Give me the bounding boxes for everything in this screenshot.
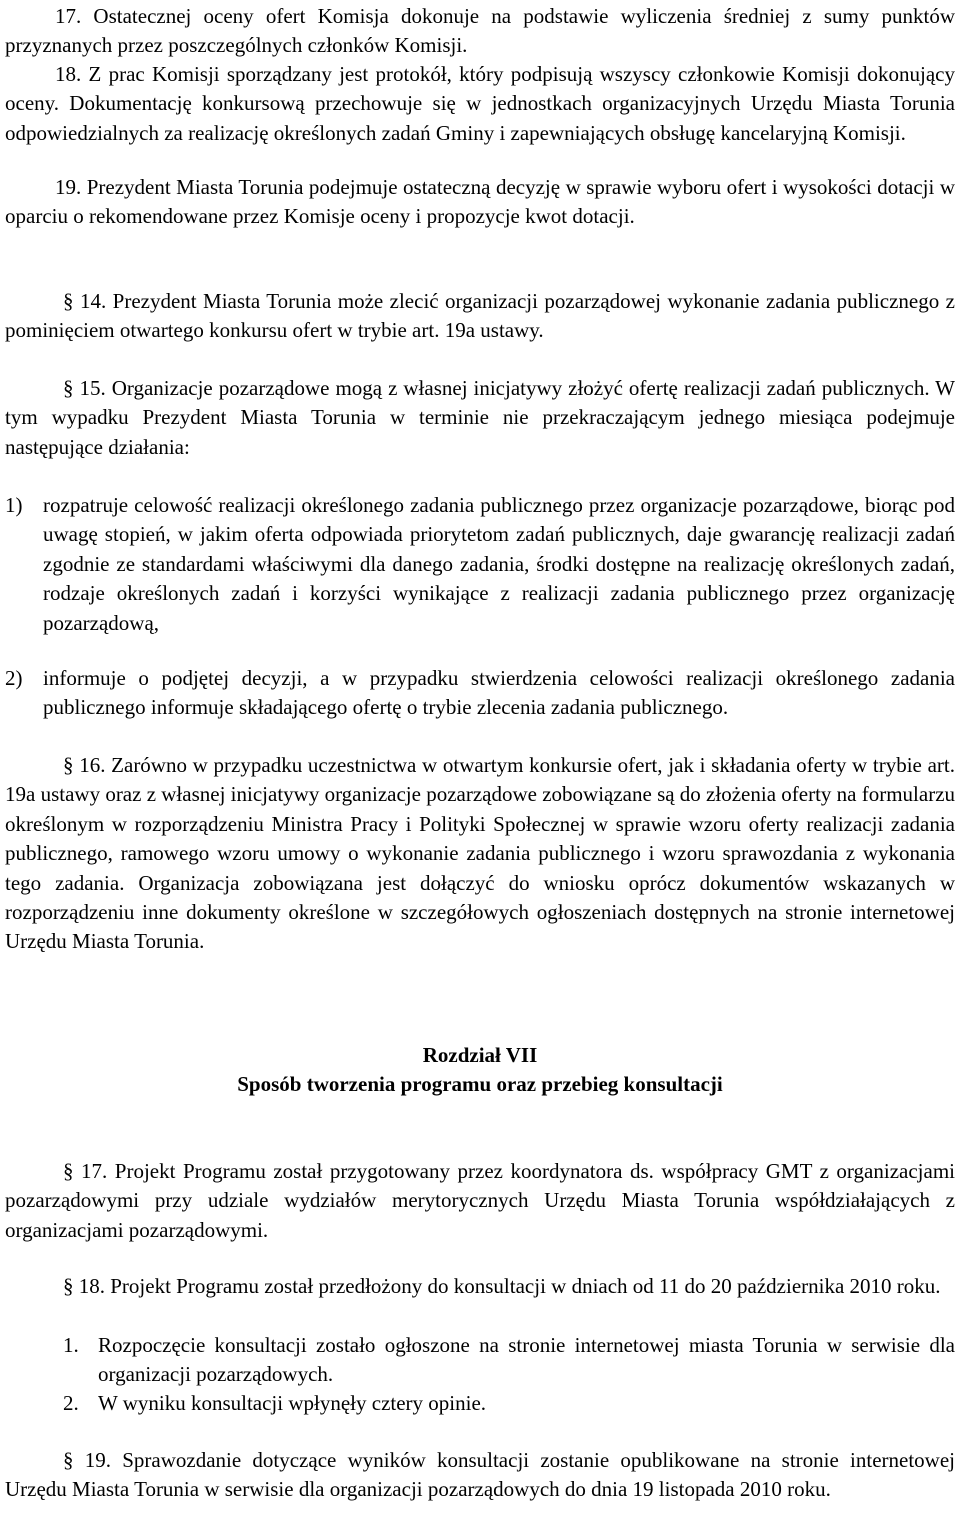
paragraph-19: 19. Prezydent Miasta Torunia podejmuje ostateczną decyzję w sprawie wyboru ofert i wysokości dotacji w oparciu o rekomendowane przez Komisje oceny i propozycje kwot dotacji.	[5, 175, 955, 229]
list-item-text: rozpatruje celowość realizacji określonego zadania publicznego przez organizacje pozarządowe, biorąc pod uwagę stopień, w jakim oferta odpowiada priorytetom zadań publicznych, daje gwarancję realizacji zadań zgodnie ze standardami właściwymi dla danego zadania, środki dostępne na realizację określonych zadań, rodzaje określonych zadań i korzyści wynikające z realizacji zadania publicznego przez organizację pozarządową,	[43, 493, 955, 635]
section-15-item-1	[5, 491, 955, 638]
list-number: 1.	[63, 1333, 79, 1357]
section-17: § 17. Projekt Programu został przygotowany przez koordynatora ds. współpracy GMT z organizacjami pozarządowymi przy udziale wydziałów merytorycznych Urzędu Miasta Torunia współdziałających z organizacjami pozarządowymi.	[5, 1159, 955, 1242]
list-number: 1)	[5, 493, 23, 517]
list-number: 2)	[5, 666, 23, 690]
list-item-text: W wyniku konsultacji wpłynęły cztery opinie.	[98, 1391, 487, 1415]
chapter-title: Rozdział VII	[422, 1043, 538, 1067]
section-15: § 15. Organizacje pozarządowe mogą z własnej inicjatywy złożyć ofertę realizacji zadań publicznych. W tym wypadku Prezydent Miasta Torunia w terminie nie przekraczającym jednego miesiąca podejmuje następujące działania:	[5, 376, 955, 459]
list-item-text: Rozpoczęcie konsultacji zostało ogłoszone na stronie internetowej miasta Torunia w serwisie dla organizacji pozarządowych.	[98, 1333, 955, 1387]
section-14: § 14. Prezydent Miasta Torunia może zlecić organizacji pozarządowej wykonanie zadania publicznego z pominięciem otwartego konkursu ofert w trybie art. 19a ustawy.	[5, 289, 955, 343]
section-16: § 16. Zarówno w przypadku uczestnictwa w otwartym konkursie ofert, jak i składania oferty w trybie art. 19a ustawy oraz z własnej inicjatywy organizacje pozarządowe zobowiązane są do złożenia oferty na formularzu określonym w rozporządzeniu Ministra Pracy i Polityki Społecznej w sprawie wzoru oferty realizacji zadania publicznego, ramowego wzoru umowy o wykonanie zadania publicznego i wzoru sprawozdania z wykonania tego zadania. Organizacja zobowiązana jest dołączyć do wniosku oprócz dokumentów wskazanych w rozporządzeniu inne dokumenty określone w szczegółowych ogłoszeniach dostępnych na stronie internetowej Urzędu Miasta Torunia.	[5, 753, 956, 954]
section-15-item-2	[5, 664, 955, 723]
list-item-text: informuje o podjętej decyzji, a w przypadku stwierdzenia celowości realizacji określonego zadania publicznego informuje składającego ofertę o trybie zlecenia zadania publicznego.	[43, 666, 955, 720]
paragraph-17: 17. Ostatecznej oceny ofert Komisja dokonuje na podstawie wyliczenia średniej z sumy punktów przyznanych przez poszczególnych członków Komisji.	[5, 4, 955, 58]
section-18: § 18. Projekt Programu został przedłożony do konsultacji w dniach od 11 do 20 października 2010 roku.	[63, 1274, 941, 1298]
section-18-item-1	[5, 1331, 955, 1390]
section-18-item-2	[5, 1389, 955, 1418]
list-number: 2.	[63, 1391, 79, 1415]
paragraph-18: 18. Z prac Komisji sporządzany jest protokół, który podpisują wszyscy członkowie Komisji dokonujący oceny. Dokumentację konkursową przechowuje się w jednostkach organizacyjnych Urzędu Miasta Torunia odpowiedzialnych za realizację określonych zadań Gminy i zapewniających obsługę kancelaryjną Komisji.	[5, 62, 955, 145]
chapter-subtitle: Sposób tworzenia programu oraz przebieg konsultacji	[237, 1072, 723, 1096]
section-19: § 19. Sprawozdanie dotyczące wyników konsultacji zostanie opublikowane na stronie internetowej Urzędu Miasta Torunia w serwisie dla organizacji pozarządowych do dnia 19 listopada 2010 roku.	[5, 1448, 955, 1502]
